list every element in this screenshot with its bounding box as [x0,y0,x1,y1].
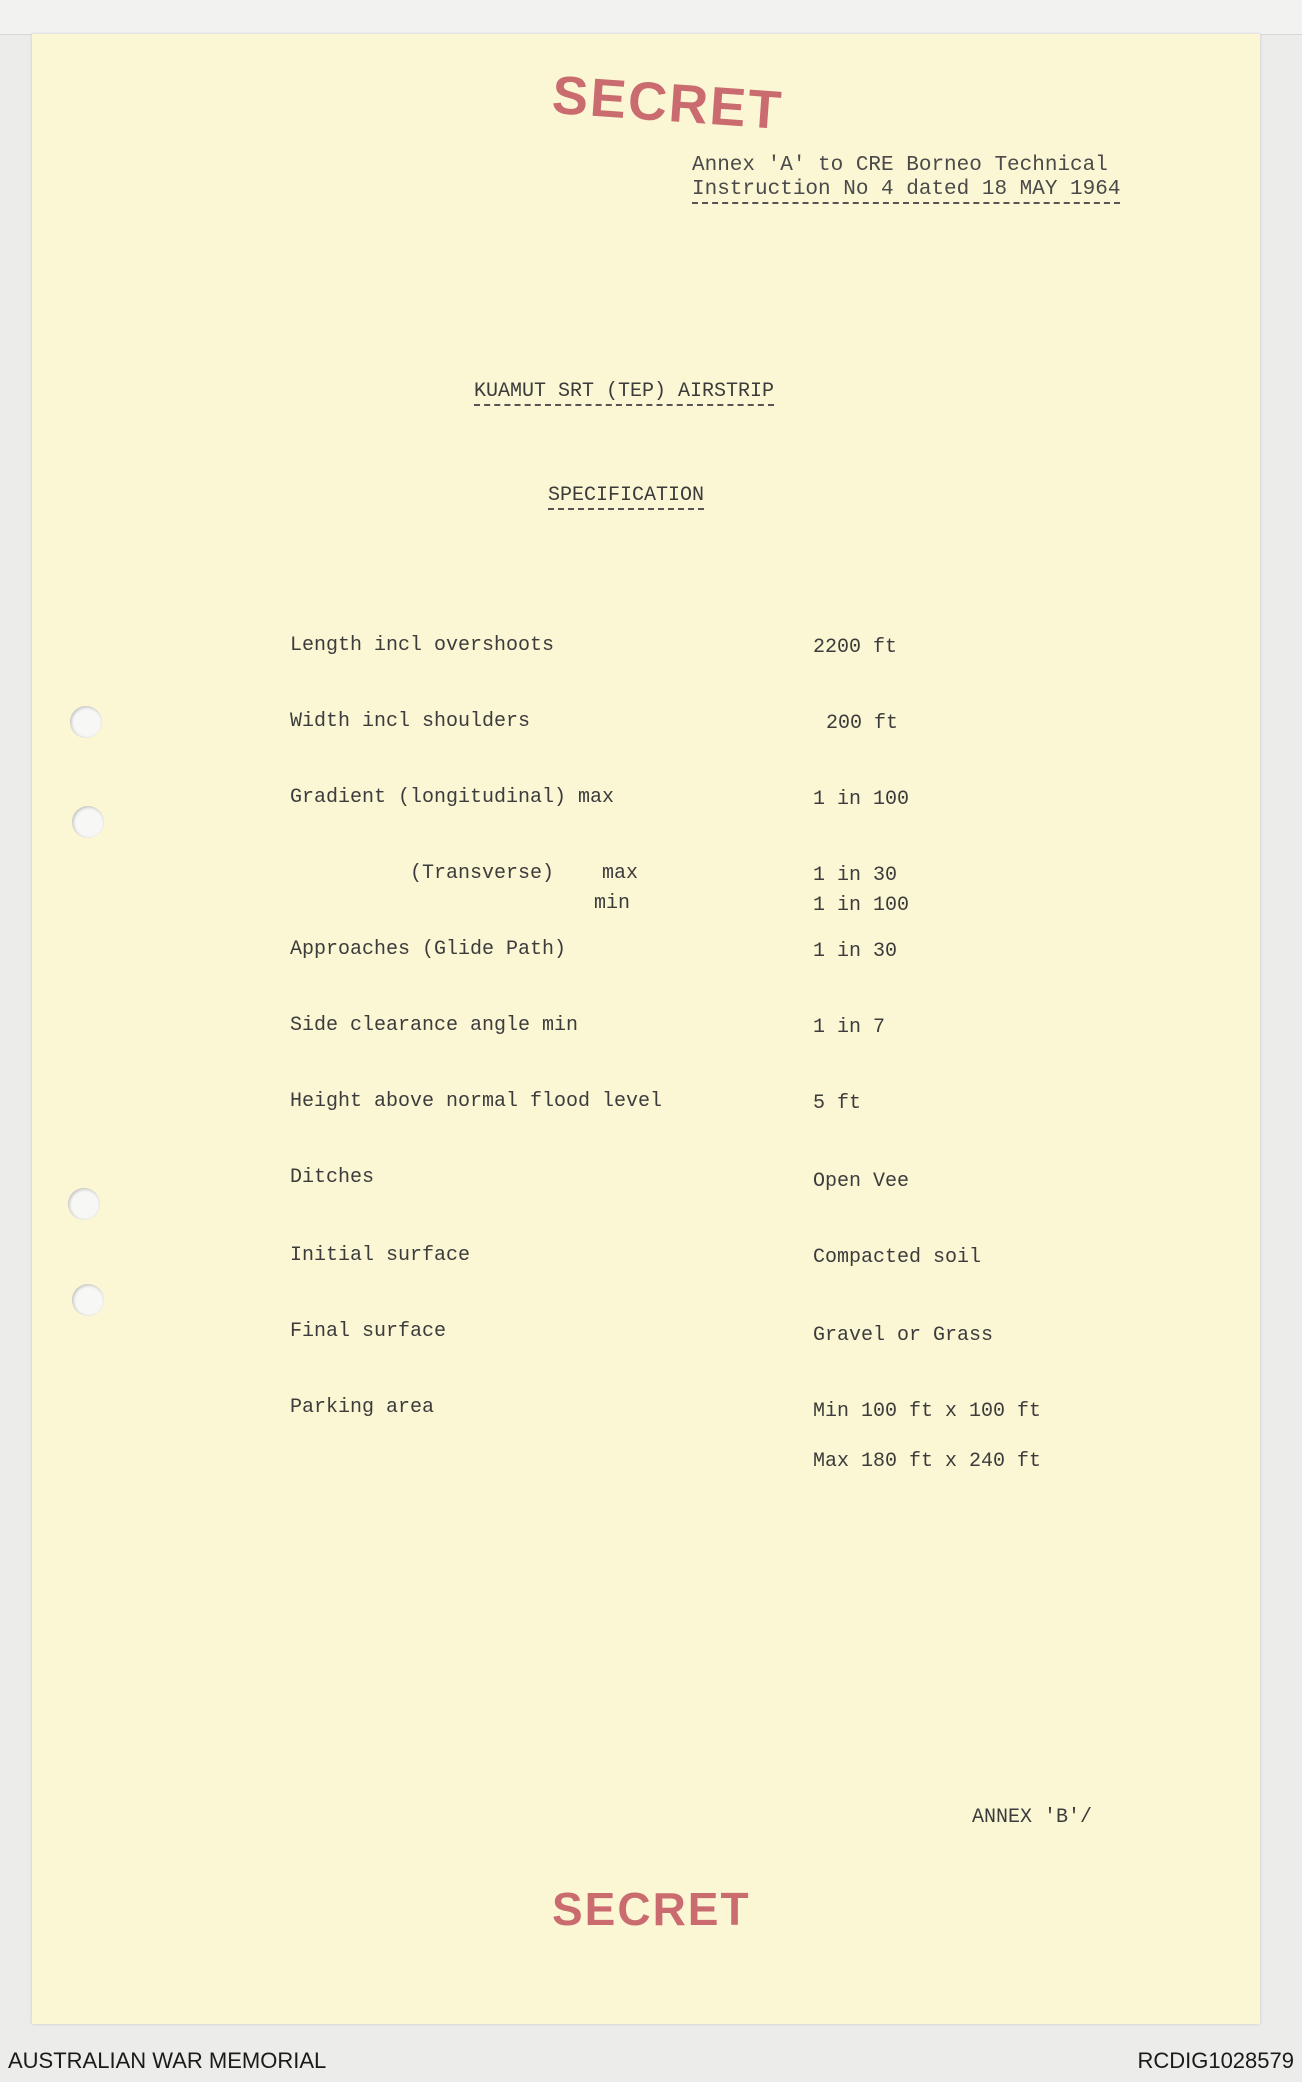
spec-label-transverse-min: min [594,892,631,915]
spec-value-gradient-longitudinal: 1 in 100 [813,788,910,811]
spec-value-width: 200 ft [826,712,899,735]
spec-label-width: Width incl shoulders [290,710,531,733]
punch-hole [68,1188,100,1220]
punch-hole [72,806,104,838]
spec-value-transverse-max: 1 in 30 [813,864,898,887]
document-page [32,34,1260,2024]
spec-value-side-clearance: 1 in 7 [813,1016,886,1039]
spec-label-gradient-longitudinal: Gradient (longitudinal) max [290,786,615,809]
punch-hole [70,706,102,738]
spec-value-length: 2200 ft [813,636,898,659]
spec-value-parking-area-max: Max 180 ft x 240 ft [813,1450,1042,1473]
spec-label-ditches: Ditches [290,1166,375,1189]
spec-value-parking-area-min: Min 100 ft x 100 ft [813,1400,1042,1423]
spec-value-approaches: 1 in 30 [813,940,898,963]
spec-label-initial-surface: Initial surface [290,1244,471,1267]
punch-hole [72,1284,104,1316]
annex-header-line-2: Instruction No 4 dated 18 MAY 1964 [692,178,1120,204]
spec-label-side-clearance: Side clearance angle min [290,1014,579,1037]
scan-top-strip [0,0,1302,35]
secret-stamp-top: SECRET [550,65,785,141]
spec-label-final-surface: Final surface [290,1320,447,1343]
document-title: KUAMUT SRT (TEP) AIRSTRIP [474,380,774,406]
secret-stamp-bottom: SECRET [552,1883,751,1935]
spec-value-ditches: Open Vee [813,1170,910,1193]
archive-credit: AUSTRALIAN WAR MEMORIAL [8,2048,327,2073]
document-subtitle: SPECIFICATION [548,484,704,510]
spec-label-transverse-max: (Transverse) max [410,862,639,885]
continuation-marker: ANNEX 'B'/ [972,1806,1093,1829]
spec-value-initial-surface: Compacted soil [813,1246,982,1269]
spec-label-length: Length incl overshoots [290,634,555,657]
spec-label-approaches: Approaches (Glide Path) [290,938,567,961]
spec-value-final-surface: Gravel or Grass [813,1324,994,1347]
spec-value-flood-height: 5 ft [813,1092,862,1115]
spec-label-parking-area: Parking area [290,1396,435,1419]
annex-header-line-1: Annex 'A' to CRE Borneo Technical [692,154,1108,177]
spec-label-flood-height: Height above normal flood level [290,1090,663,1113]
spec-value-transverse-min: 1 in 100 [813,894,910,917]
archive-record-id: RCDIG1028579 [1137,2048,1294,2073]
